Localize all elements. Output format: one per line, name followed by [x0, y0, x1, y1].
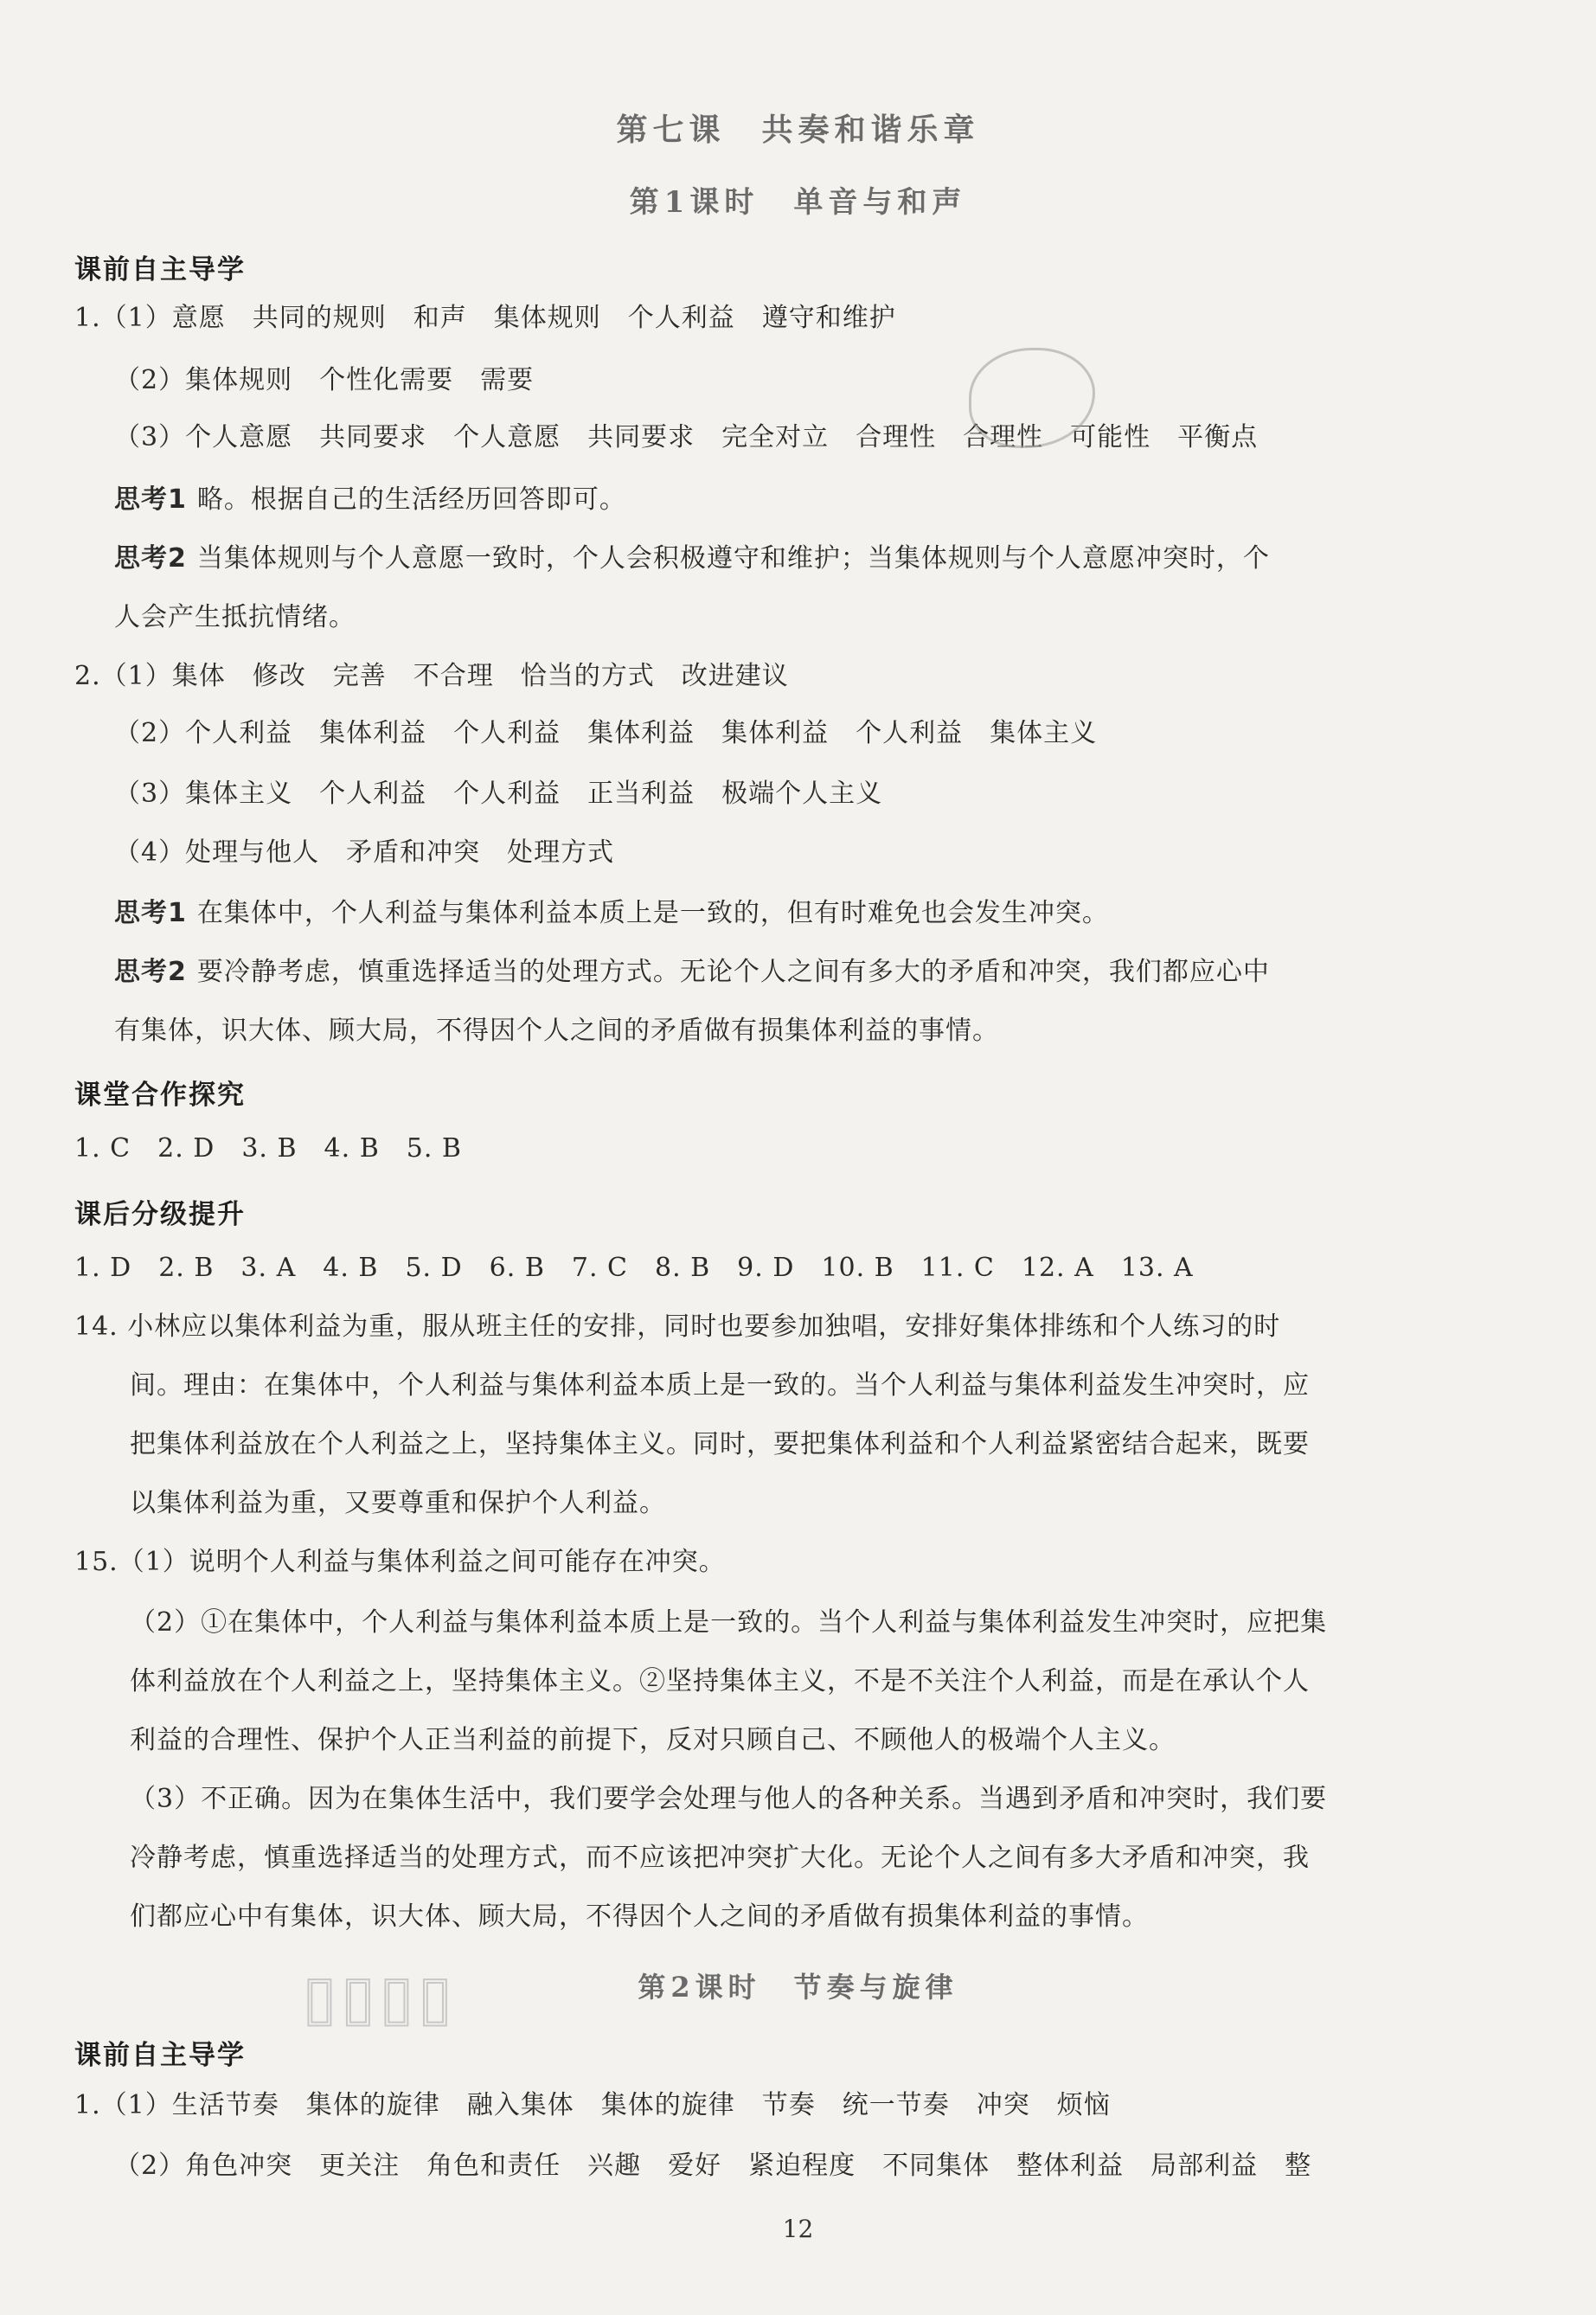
- answer-line-cont: 以集体利益为重，又要尊重和保护个人利益。: [130, 1488, 666, 1518]
- answer-line: （3）集体主义 个人利益 个人利益 正当利益 极端个人主义: [114, 779, 883, 809]
- answer-line-cont: 间。理由：在集体中，个人利益与集体利益本质上是一致的。当个人利益与集体利益发生冲突时，应: [130, 1370, 1310, 1401]
- section-heading-in-class: 课堂合作探究: [74, 1080, 246, 1111]
- think-text: 要冷静考虑，慎重选择适当的处理方式。无论个人之间有多大的矛盾和冲突，我们都应心中: [196, 957, 1270, 987]
- page-number: 12: [782, 2215, 814, 2243]
- section-heading-pre-class: 课前自主导学: [74, 2040, 246, 2071]
- answer-line: （2）①在集体中，个人利益与集体利益本质上是一致的。当个人利益与集体利益发生冲突时，应把集: [130, 1607, 1328, 1638]
- section-heading-after-class: 课后分级提升: [74, 1199, 246, 1230]
- answer-line: （2）集体规则 个性化需要 需要: [114, 365, 535, 395]
- think-text: 略。根据自己的生活经历回答即可。: [196, 484, 626, 515]
- think-line: [114, 483, 626, 517]
- answer-line: 1. C 2. D 3. B 4. B 5. B: [74, 1133, 462, 1164]
- think-line-cont: 人会产生抵抗情绪。: [114, 602, 356, 632]
- think-text: 在集体中，个人利益与集体利益本质上是一致的，但有时难免也会发生冲突。: [196, 898, 1109, 928]
- answer-line-cont: 利益的合理性、保护个人正当利益的前提下，反对只顾自己、不顾他人的极端个人主义。: [130, 1725, 1176, 1755]
- answer-line: （3）个人意愿 共同要求 个人意愿 共同要求 完全对立 合理性 合理性 可能性 平衡点: [114, 422, 1259, 452]
- answer-line-cont: 们都应心中有集体，识大体、顾大局，不得因个人之间的矛盾做有损集体利益的事情。: [130, 1901, 1149, 1932]
- answer-line: （3）不正确。因为在集体生活中，我们要学会处理与他人的各种关系。当遇到矛盾和冲突时，我们要: [130, 1784, 1328, 1814]
- think-label: 思考2: [114, 957, 187, 987]
- think-line: [114, 542, 1270, 576]
- think-label: 思考2: [114, 543, 187, 574]
- answer-line: 15.（1）说明个人利益与集体利益之间可能存在冲突。: [74, 1547, 726, 1577]
- answer-line: （2）个人利益 集体利益 个人利益 集体利益 集体利益 个人利益 集体主义: [114, 718, 1098, 748]
- period2-title: 第2课时 节奏与旋律: [638, 1971, 958, 2004]
- answer-line: 1.（1）意愿 共同的规则 和声 集体规则 个人利益 遵守和维护: [74, 303, 896, 333]
- think-line-cont: 有集体，识大体、顾大局，不得因个人之间的矛盾做有损集体利益的事情。: [114, 1016, 999, 1046]
- watermark-decoration: ▯▯▯▯: [303, 1962, 458, 2033]
- answer-line: （4）处理与他人 矛盾和冲突 处理方式: [114, 837, 615, 868]
- answer-line-cont: 体利益放在个人利益之上，坚持集体主义。②坚持集体主义，不是不关注个人利益，而是在承认个人: [130, 1666, 1310, 1696]
- answer-line-cont: 冷静考虑，慎重选择适当的处理方式，而不应该把冲突扩大化。无论个人之间有多大矛盾和冲突，我: [130, 1843, 1310, 1873]
- lesson-title: 第七课 共奏和谐乐章: [616, 112, 980, 148]
- answer-line: 2.（1）集体 修改 完善 不合理 恰当的方式 改进建议: [74, 661, 789, 691]
- period1-title: 第1课时 单音与和声: [629, 185, 967, 220]
- section-heading-pre-class: 课前自主导学: [74, 254, 246, 285]
- think-line: [114, 896, 1109, 931]
- answer-line: （2）角色冲突 更关注 角色和责任 兴趣 爱好 紧迫程度 不同集体 整体利益 局部利益 整: [114, 2151, 1312, 2181]
- think-label: 思考1: [114, 484, 187, 515]
- answer-line-cont: 把集体利益放在个人利益之上，坚持集体主义。同时，要把集体利益和个人利益紧密结合起来，既要: [130, 1429, 1310, 1459]
- think-text: 当集体规则与个人意愿一致时，个人会积极遵守和维护；当集体规则与个人意愿冲突时，个: [196, 543, 1270, 574]
- think-line: [114, 955, 1270, 990]
- answer-line: 1.（1）生活节奏 集体的旋律 融入集体 集体的旋律 节奏 统一节奏 冲突 烦恼: [74, 2090, 1111, 2120]
- answer-line: 1. D 2. B 3. A 4. B 5. D 6. B 7. C 8. B 9. D 10. B 11. C 12. A 13. A: [74, 1253, 1194, 1283]
- answer-line: 14. 小林应以集体利益为重，服从班主任的安排，同时也要参加独唱，安排好集体排练和个人练习的时: [74, 1311, 1281, 1342]
- think-label: 思考1: [114, 898, 187, 928]
